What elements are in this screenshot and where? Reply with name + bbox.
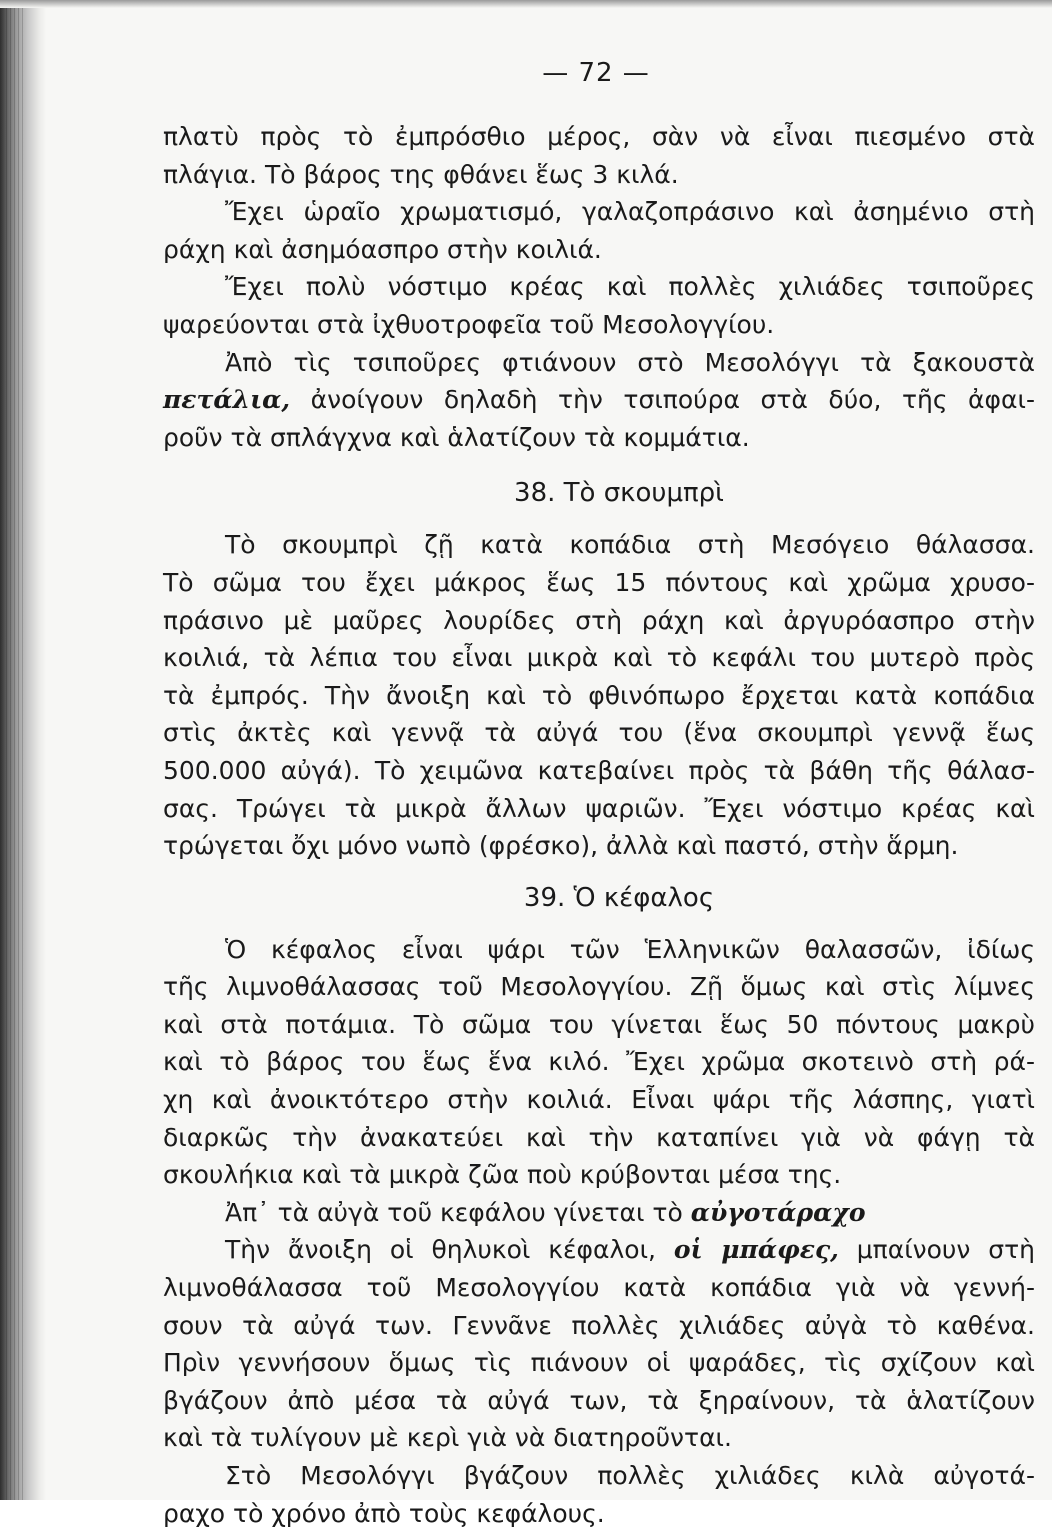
page-body xyxy=(163,118,1035,1532)
text-line: Τὸ σῶμα του ἔχει μάκρος ἕως 15 πόντους καὶ χρῶμα χρυσο- xyxy=(163,567,1035,597)
text-line xyxy=(163,381,1035,419)
text-line: πλατὺ πρὸς τὸ ἐμπρόσθιο μέρος, σὰν νὰ εἶναι πιεσμένο στὰ xyxy=(163,122,1035,151)
text-line: Ἔχει πολὺ νόστιμο κρέας καὶ πολλὲς χιλιάδες τσιποῦρες xyxy=(225,272,1035,302)
text-line: στὶς ἀκτὲς καὶ γεννᾷ τὰ αὐγά του (ἕνα σκουμπρὶ γεννᾷ ἕως xyxy=(163,718,1035,748)
text-line: τρώγεται ὄχι μόνο νωπὸ (φρέσκο), ἀλλὰ καὶ παστό, στὴν ἅρμη. xyxy=(163,831,959,861)
text-line: Τὸ σκουμπρὶ ζῇ κατὰ κοπάδια στὴ Μεσόγειο θάλασσα. xyxy=(225,530,1035,560)
text-line: χη καὶ ἀνοικτότερο στὴν κοιλιά. Εἶναι ψάρι τῆς λάσπης, γιατὶ xyxy=(163,1085,1035,1115)
term-avgotaracho: αὐγοτάραχο xyxy=(690,1197,866,1227)
term-petalia: πετάλια, xyxy=(163,385,291,415)
text-line xyxy=(163,1194,1035,1232)
text-line: λιμνοθάλασσα τοῦ Μεσολογγίου κατὰ κοπάδια γιὰ νὰ γεννή- xyxy=(163,1273,1035,1303)
text-line: 500.000 αὐγά). Τὸ χειμῶνα κατεβαίνει πρὸς τὰ βάθη τῆς θάλασ- xyxy=(163,755,1035,785)
text-line: διαρκῶς τὴν ἀνακατεύει καὶ τὴν καταπίνει γιὰ νὰ φάγῃ τὰ xyxy=(163,1122,1035,1152)
top-edge-shadow xyxy=(0,0,1052,8)
text-fragment: Τὴν ἄνοιξη οἱ θηλυκοὶ κέφαλοι, xyxy=(225,1235,656,1265)
text-line: κοιλιά, τὰ λέπια του εἶναι μικρὰ καὶ τὸ κεφάλι του μυτερὸ πρὸς xyxy=(163,643,1035,673)
text-line: καὶ τὸ βάρος του ἕως ἕνα κιλό. Ἔχει χρῶμα σκοτεινὸ στὴ ρά- xyxy=(163,1047,1035,1077)
section-heading-38: 38. Τὸ σκουμπρὶ xyxy=(514,478,724,509)
text-line: καὶ στὰ ποτάμια. Τὸ σῶμα του γίνεται ἕως 50 πόντους μακρὺ xyxy=(163,1009,1035,1039)
text-line: βγάζουν ἀπὸ μέσα τὰ αὐγά των, τὰ ξηραίνουν, τὰ ἁλατίζουν xyxy=(163,1385,1035,1415)
page-number: — 72 — xyxy=(542,58,650,88)
text-fragment: Ἀπ᾿ τὰ αὐγὰ τοῦ κεφάλου γίνεται τὸ xyxy=(225,1197,683,1227)
text-line: καὶ τὰ τυλίγουν μὲ κερὶ γιὰ νὰ διατηροῦνται. xyxy=(163,1423,732,1453)
text-line: πράσινο μὲ μαῦρες λουρίδες στὴ ράχη καὶ ἀργυρόασπρο στὴν xyxy=(163,605,1035,635)
text-line: πλάγια. Τὸ βάρος της φθάνει ἕως 3 κιλά. xyxy=(163,159,679,189)
text-fragment: μπαίνουν στὴ xyxy=(856,1235,1035,1265)
text-line: ροῦν τὰ σπλάγχνα καὶ ἁλατίζουν τὰ κομμάτια. xyxy=(163,422,750,452)
text-fragment: ἀνοίγουν δηλαδὴ τὴν τσιπούρα στὰ δύο, τῆς ἀφαι- xyxy=(310,385,1035,415)
text-line: τῆς λιμνοθάλασσας τοῦ Μεσολογγίου. Ζῇ ὅμως καὶ στὶς λίμνες xyxy=(163,972,1035,1002)
text-line: ράχη καὶ ἀσημόασπρο στὴν κοιλιά. xyxy=(163,234,602,264)
text-line: Ἔχει ὡραῖο χρωματισμό, γαλαζοπράσινο καὶ ἀσημένιο στὴ xyxy=(225,197,1035,227)
text-line: ψαρεύονται στὰ ἰχθυοτροφεῖα τοῦ Μεσολογγίου. xyxy=(163,309,775,339)
text-line: Ἀπὸ τὶς τσιποῦρες φτιάνουν στὸ Μεσολόγγι τὰ ξακουστὰ xyxy=(225,347,1035,377)
text-line: Στὸ Μεσολόγγι βγάζουν πολλὲς χιλιάδες κιλὰ αὐγοτά- xyxy=(225,1461,1035,1490)
text-line: σκουλήκια καὶ τὰ μικρὰ ζῶα ποὺ κρύβονται μέσα της. xyxy=(163,1160,842,1190)
text-line: Ὁ κέφαλος εἶναι ψάρι τῶν Ἑλληνικῶν θαλασσῶν, ἰδίως xyxy=(225,934,1035,964)
text-line: ραχο τὸ χρόνο ἀπὸ τοὺς κεφάλους. xyxy=(163,1498,605,1528)
text-line: Πρὶν γεννήσουν ὅμως τὶς πιάνουν οἱ ψαράδες, τὶς σχίζουν καὶ xyxy=(163,1348,1035,1378)
text-line: τὰ ἐμπρός. Τὴν ἄνοιξη καὶ τὸ φθινόπωρο ἔρχεται κατὰ κοπάδια xyxy=(163,680,1035,710)
text-line: σουν τὰ αὐγά των. Γεννᾶνε πολλὲς χιλιάδες αὐγὰ τὸ καθένα. xyxy=(163,1310,1035,1340)
text-line xyxy=(163,1231,1035,1269)
term-bafes: οἱ μπάφες, xyxy=(673,1235,839,1265)
section-heading-39: 39. Ὁ κέφαλος xyxy=(523,882,715,913)
text-line: σας. Τρώγει τὰ μικρὰ ἄλλων ψαριῶν. Ἔχει νόστιμο κρέας καὶ xyxy=(163,793,1035,823)
binding-page-edges xyxy=(6,0,24,1500)
